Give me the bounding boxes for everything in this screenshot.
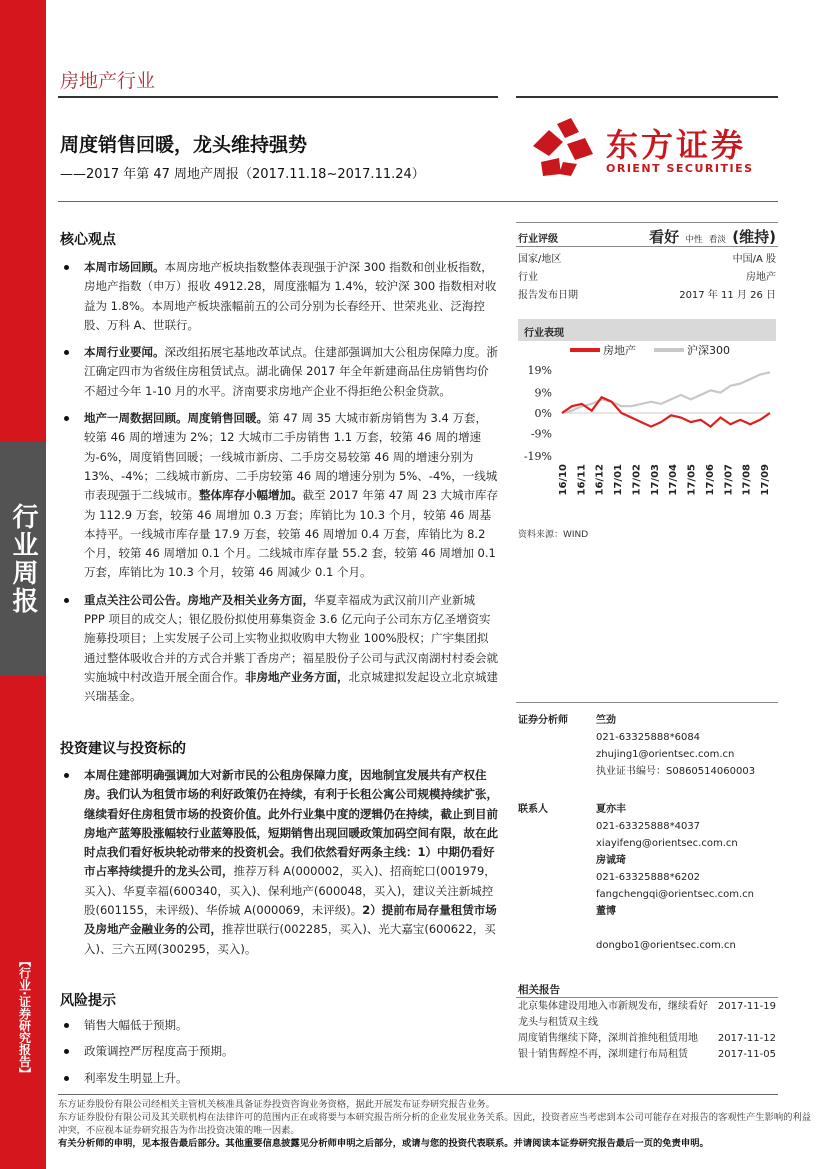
legend-label: 沪深300: [687, 344, 730, 357]
core-point-lead: 非房地产业务方面，: [245, 669, 349, 684]
analyst-block: [518, 712, 778, 780]
contact-name: 夏亦丰: [596, 804, 626, 815]
core-point-lead: 本周行业要闻。: [84, 345, 165, 360]
header-rule-right: [516, 96, 778, 98]
info-row: [518, 250, 776, 265]
x-tick-label: 16/11: [576, 464, 588, 496]
rating-row: [518, 226, 776, 247]
y-tick-label: 19%: [527, 364, 552, 377]
rating-neutral: 中性: [685, 235, 703, 245]
related-title[interactable]: 银十销售辉煌不再，深圳建行布局租赁: [518, 1049, 688, 1060]
footer-disclaimer: [58, 1098, 820, 1150]
x-tick-label: 17/05: [686, 464, 698, 496]
core-point-lead: 地产一周数据回顾。周度销售回暖。: [84, 411, 268, 426]
rating-top-rule: [516, 222, 778, 223]
contact-email[interactable]: xiayifeng@orientsec.com.cn: [596, 838, 738, 849]
core-point-announcements: [62, 591, 498, 707]
core-point-lead: 重点关注公司公告。房地产及相关业务方面，: [84, 592, 314, 607]
y-tick-label: 0%: [534, 407, 552, 420]
core-point-lead: 本周市场回顾。: [84, 260, 165, 274]
orient-logo-icon: [527, 118, 599, 176]
analyst-email[interactable]: zhujing1@orientsec.com.cn: [596, 749, 735, 760]
related-item[interactable]: [518, 1031, 776, 1047]
related-title[interactable]: 周度销售继续下降，深圳首推纯租赁用地: [518, 1033, 698, 1044]
core-points-list: [62, 258, 498, 707]
y-tick-label: 9%: [534, 386, 552, 400]
report-type-label: 行业周报: [8, 503, 38, 615]
header-rule-left: [58, 96, 498, 98]
advice-text-bold: 本周住建部明确强调加大对新市民的公租房保障力度，因地制宜发展共有产权住房。我们认为租赁市场的利好政策仍在持续，有利于长租公寓公司规模持续扩张，继续看好住房租赁市场的投资价值。此外行业集中度的逻辑仍在持续，截止到目前房地产蓝筹股涨幅较行业蓝筹股低，短期销售出现回暖政策加码空间有限，故在此时点我们看好板块轮动带来的投资机会。我们依然看好两条主线：1）中期仍看好市占率持续提升的龙头公司，: [84, 768, 498, 879]
sector-name: 房地产行业: [60, 70, 156, 92]
core-heading: 核心观点: [60, 232, 116, 248]
footer-line: 有关分析师的申明，见本报告最后部分。其他重要信息披露见分析师申明之后部分，或请与您的投资代表联系。并请阅读本证券研究报告最后一页的免责申明。: [58, 1138, 709, 1149]
contact-email[interactable]: dongbo1@orientsec.com.cn: [596, 940, 736, 951]
logo-name-cn: 东方证券: [606, 126, 747, 164]
securities-research-label: 【行业·证券研究报告】: [17, 955, 32, 1080]
contacts-block: [518, 801, 778, 954]
related-title[interactable]: 北京集体建设用地入市新规发布，继续看好龙头与租赁双主线: [518, 1001, 708, 1028]
analyst-cert: 执业证书编号：S0860514060003: [596, 766, 756, 777]
x-tick-label: 16/12: [594, 464, 606, 496]
core-point-data: [62, 409, 498, 583]
x-tick-label: 17/06: [704, 464, 716, 496]
contact-phone: 021-63325888*6202: [596, 872, 701, 883]
x-tick-label: 17/02: [631, 464, 643, 496]
core-point-text: 第 47 周 35 大城市新房销售为 3.4 万套，较第 46 周的增速为 2%；12 大城市二手房销售 1.1 万套，较第 46 周的增速为-6%，周度销售回暖；一线城市新房、二手房交易较第 46 周的增速分别为 13%、-4%；二线城市新房、二手房较第 46 周的增速分别为 5%、-4%，一线城市表现强于二线城市。: [84, 411, 498, 503]
risk-list: [62, 1016, 498, 1088]
info-row: [518, 286, 776, 301]
report-title: 周度销售回暖，龙头维持强势: [60, 134, 308, 156]
analyst-rule: [516, 702, 778, 703]
y-tick-label: -9%: [530, 427, 552, 441]
footer-line: 东方证券股份有限公司及其关联机构在法律许可的范围内正在或将要与本研究报告所分析的企业发展业务关系。因此，投资者应当考虑到本公司可能存在对报告的客观性产生影响的利益冲突，不应视本证券研究报告为作出投资决策的唯一因素。: [58, 1112, 812, 1136]
related-heading: 相关报告: [518, 984, 560, 996]
risk-item: 销售大幅低于预期。: [62, 1016, 498, 1035]
performance-heading: 行业表现: [518, 319, 776, 341]
related-rule: [516, 997, 778, 998]
x-tick-label: 16/10: [558, 464, 569, 496]
core-point-text: 截至 2017 年第 47 周 23 大城市库存为 112.9 万套，较第 46 周增加 0.3 万套；库销比为 10.3 个月，较第 46 周基本持平。一线城市库存量 17.9 万套，较第 46 周增加 0.4 万套，库销比为 8.2 个月，较第 46 周增加 0.1 个月。二线城市库存量 55.2 套，较第 46 周增加 0.1 万套，库销比为 10.3 个月，较第 46 周减少 0.1 个月。: [84, 488, 498, 580]
risk-item: 政策调控严厉程度高于预期。: [62, 1042, 498, 1061]
y-tick-label: -19%: [523, 450, 552, 463]
related-date: 2017-11-19: [717, 1001, 776, 1012]
contact-phone: 021-63325888*4037: [596, 821, 701, 832]
sidebar-bottom-label: [8, 955, 42, 1095]
advice-heading: 投资建议与投资标的: [60, 741, 186, 757]
analyst-name: 竺劲: [596, 715, 616, 726]
analyst-label: 证券分析师: [518, 715, 568, 726]
related-item[interactable]: [518, 1047, 776, 1063]
related-date: 2017-11-05: [717, 1049, 776, 1060]
rating-mid-rule: [516, 246, 778, 247]
info-key: 报告发布日期: [518, 290, 578, 301]
legend-label: 房地产: [603, 344, 636, 357]
x-tick-label: 17/04: [668, 464, 680, 496]
x-tick-label: 17/01: [613, 464, 625, 496]
info-key: 行业: [518, 272, 538, 283]
core-point-text: 深改组拓展宅基地改革试点。住建部强调加大公租房保障力度。浙江确定四市为省级住房租赁试点。湖北确保 2017 年全年新建商品住房销售均价不超过今年 1-10 月的水平。济南要求房地产企业不得拒绝公积金贷款。: [84, 345, 498, 398]
core-point-text: 华夏幸福成为武汉前川产业新城 PPP 项目的成交人；银亿股份拟使用募集资金 3.6 亿元向子公司东方亿圣增资实施募投项目；上实发展子公司上实物业拟收购申大物业 100%股权；广宇集团拟通过整体吸收合并的方式合并紫丁香房产；福星股份子公司与武汉南湖村村委会就实施城中村改造开展全面合作。: [84, 592, 498, 684]
info-row: [518, 268, 776, 283]
related-date: 2017-11-12: [717, 1033, 776, 1044]
logo-name-en: ORIENT SECURITIES: [606, 162, 754, 175]
risk-item: 利率发生明显上升。: [62, 1069, 498, 1088]
performance-chart: [518, 342, 776, 514]
rating-bearish: 看淡: [708, 235, 726, 245]
contact-email[interactable]: fangchengqi@orientsec.com.cn: [596, 889, 754, 900]
related-item[interactable]: [518, 999, 776, 1031]
footer-rule: [58, 1094, 778, 1095]
core-point-market: [62, 258, 498, 335]
advice-point: [62, 766, 498, 959]
rating-value: 看好: [649, 228, 680, 246]
x-tick-label: 17/03: [649, 464, 661, 496]
header-bottom-rule: [58, 201, 778, 202]
rating-label: 行业评级: [518, 234, 558, 245]
core-point-text: 本周房地产板块指数整体表现强于沪深 300 指数和创业板指数，房地产指数（申万）报收 4912.28，周度涨幅为 1.4%，较沪深 300 指数相对收益为 1.8%。本周地产板块涨幅前五的公司分别为长春经开、世荣兆业、泛海控股、万科 A、世联行。: [84, 260, 497, 332]
report-type-tab: [0, 442, 46, 676]
analyst-phone: 021-63325888*6084: [596, 732, 701, 743]
info-value: 房地产: [746, 272, 776, 283]
advice-list: [62, 766, 498, 959]
info-value: 2017 年 11 月 26 日: [679, 290, 776, 301]
core-point-news: [62, 343, 498, 401]
contact-name: 董博: [596, 906, 616, 917]
advice-text: 推荐万科 A(000002，买入)、招商蛇口(001979，买入)、华夏幸福(600340，买入)、保利地产(600048，买入)，建议关注新城控股(601155，未评级)、华侨城 A(000069，未评级)。: [84, 864, 496, 918]
core-point-lead: 整体库存小幅增加。: [199, 488, 303, 503]
core-point-text: 北京城建拟发起设立北京城建兴瑞基金。: [84, 669, 498, 704]
contacts-label: 联系人: [518, 804, 548, 815]
chart-source: 资料来源：WIND: [518, 530, 589, 540]
x-tick-label: 17/09: [760, 464, 771, 496]
footer-line: 东方证券股份有限公司经相关主管机关核准具备证券投资咨询业务资格，据此开展发布证券研究报告业务。: [58, 1099, 495, 1110]
info-value: 中国/A 股: [732, 254, 776, 265]
info-key: 国家/地区: [518, 254, 562, 265]
x-tick-label: 17/08: [741, 464, 753, 496]
rating-maintain: (维持): [732, 228, 776, 246]
advice-lead: 2）提前布局存量租赁市场及房地产金融业务的公司，: [84, 903, 497, 937]
advice-text: 推荐世联行(002285，买入)、光大嘉宝(600622，买入)、三六五网(300295，买入)。: [84, 922, 496, 956]
related-list: [518, 999, 776, 1063]
contact-name: 房诚琦: [596, 855, 626, 866]
report-subtitle: ——2017 年第 47 周地产周报（2017.11.18~2017.11.24）: [60, 167, 425, 182]
risk-heading: 风险提示: [60, 993, 116, 1009]
x-tick-label: 17/07: [723, 464, 735, 496]
